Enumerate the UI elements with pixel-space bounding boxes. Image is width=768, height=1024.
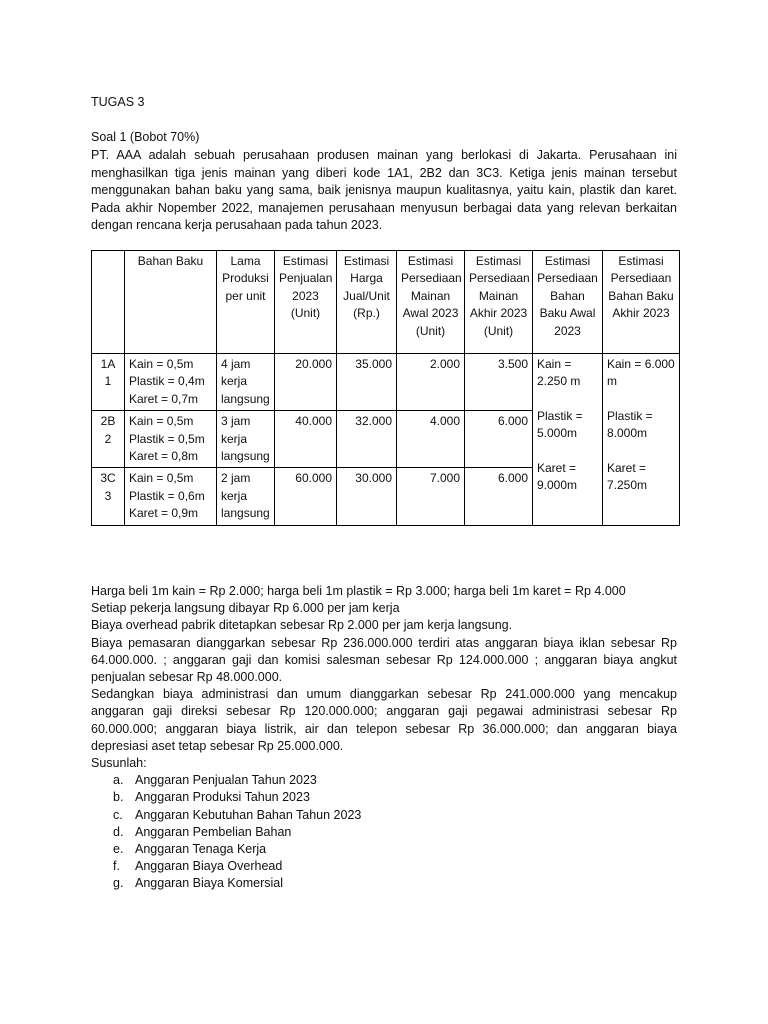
note-line: Sedangkan biaya administrasi dan umum dianggarkan sebesar Rp 241.000.000 yang mencakup anggaran gaji direksi sebesar Rp 120.000.000; anggaran gaji pegawai administrasi sebesar Rp 60.000.000; anggaran biaya listrik, air dan telepon sebesar Rp 36.000.000; dan anggaran biaya depresiasi aset tetap sebesar Rp 25.000.000. — [91, 687, 677, 753]
table-row — [92, 354, 680, 411]
material-cell — [125, 354, 217, 411]
material-line: Karet = 0,7m — [129, 391, 199, 406]
material-stock-line: Plastik = 5.000m — [537, 408, 583, 441]
task-text: Anggaran Kebutuhan Bahan Tahun 2023 — [135, 807, 362, 822]
notes-section — [91, 583, 677, 893]
material-line: Karet = 0,8m — [129, 449, 199, 464]
assignment-title: TUGAS 3 — [91, 95, 145, 109]
header-cell: Estimasi Persediaan Mainan Awal 2023 (Unit) — [397, 251, 465, 354]
task-text: Anggaran Penjualan Tahun 2023 — [135, 773, 317, 788]
material-stock-line: Karet = 9.000m — [537, 460, 578, 493]
table-header-row — [92, 251, 680, 354]
closing-stock: 6.000 — [465, 468, 533, 525]
intro-paragraph: PT. AAA adalah sebuah perusahaan produsen mainan yang berlokasi di Jakarta. Perusahaan ini menghasilkan tiga jenis mainan yang diberi kode 1A1, 2B2 dan 3C3. Ketiga jenis mainan tersebut menggunakan bahan baku yang sama, baik jenisnya maupun kualitasnya, yaitu kain, plastik dan karet. Pada akhir Nopember 2022, manajemen perusahaan menyusun berbagai data yang relevan berkaitan dengan rencana kerja perusahaan pada tahun 2023. — [91, 148, 677, 232]
list-item — [91, 789, 677, 806]
material-stock-line: Plastik = 8.000m — [607, 408, 653, 441]
task-text: Anggaran Produksi Tahun 2023 — [135, 790, 310, 805]
sales-estimate: 60.000 — [275, 468, 337, 525]
header-cell: Estimasi Persediaan Mainan Akhir 2023 (Unit) — [465, 251, 533, 354]
price-estimate: 32.000 — [337, 411, 397, 468]
list-marker: g. — [113, 876, 124, 891]
sales-estimate: 40.000 — [275, 411, 337, 468]
list-marker: f. — [113, 859, 120, 874]
header-cell: Lama Produksi per unit — [217, 251, 275, 354]
list-item — [91, 858, 677, 875]
product-code: 1A 1 — [92, 354, 125, 411]
note-line: Biaya overhead pabrik ditetapkan sebesar Rp 2.000 per jam kerja langsung. — [91, 618, 513, 633]
task-text: Anggaran Biaya Overhead — [135, 859, 283, 874]
opening-stock: 4.000 — [397, 411, 465, 468]
list-marker: c. — [113, 807, 123, 822]
note-line: Harga beli 1m kain = Rp 2.000; harga beli 1m plastik = Rp 3.000; harga beli 1m karet = Rp 4.000 — [91, 584, 626, 598]
header-cell — [92, 251, 125, 354]
list-marker: e. — [113, 842, 124, 857]
material-line: Kain = 0,5m — [129, 414, 194, 429]
material-line: Plastik = 0,4m — [129, 374, 205, 389]
raw-material-opening-stock — [533, 354, 603, 526]
list-item — [91, 841, 677, 858]
opening-stock: 2.000 — [397, 354, 465, 411]
header-cell: Estimasi Persediaan Bahan Baku Akhir 2023 — [603, 251, 680, 354]
list-item — [91, 772, 677, 789]
closing-stock: 3.500 — [465, 354, 533, 411]
note-line: Biaya pemasaran dianggarkan sebesar Rp 236.000.000 terdiri atas anggaran biaya iklan sebesar Rp 64.000.000. ; anggaran gaji dan komisi salesman sebesar Rp 124.000.000 ; anggaran biaya angkut penjualan sebesar Rp 48.000.000. — [91, 635, 677, 685]
task-text: Anggaran Biaya Komersial — [135, 876, 283, 891]
task-text: Anggaran Pembelian Bahan — [135, 824, 292, 839]
material-line: Karet = 0,9m — [129, 506, 199, 521]
header-cell: Bahan Baku — [125, 251, 217, 354]
header-cell: Estimasi Persediaan Bahan Baku Awal 2023 — [533, 251, 603, 354]
header-cell: Estimasi Harga Jual/Unit (Rp.) — [337, 251, 397, 354]
material-stock-line: Kain = 2.250 m — [537, 357, 581, 389]
raw-material-closing-stock — [603, 354, 680, 526]
price-estimate: 30.000 — [337, 468, 397, 525]
note-line: Setiap pekerja langsung dibayar Rp 6.000 per jam kerja — [91, 601, 400, 616]
question-heading: Soal 1 (Bobot 70%) — [91, 130, 200, 144]
list-item — [91, 807, 677, 824]
list-marker: a. — [113, 773, 124, 788]
production-time: 3 jam kerja langsung — [217, 411, 275, 468]
material-line: Plastik = 0,6m — [129, 488, 205, 503]
product-code: 3C 3 — [92, 468, 125, 525]
opening-stock: 7.000 — [397, 468, 465, 525]
material-line: Kain = 0,5m — [129, 357, 194, 371]
sales-estimate: 20.000 — [275, 354, 337, 411]
list-marker: b. — [113, 790, 124, 805]
task-list — [91, 772, 677, 892]
production-time: 4 jam kerja langsung — [217, 354, 275, 411]
product-code: 2B 2 — [92, 411, 125, 468]
material-cell — [125, 411, 217, 468]
note-line: Susunlah: — [91, 756, 147, 771]
material-stock-line: Kain = 6.000 m — [607, 357, 675, 389]
list-item — [91, 875, 677, 892]
closing-stock: 6.000 — [465, 411, 533, 468]
list-item — [91, 824, 677, 841]
data-table — [91, 250, 680, 526]
material-cell — [125, 468, 217, 525]
price-estimate: 35.000 — [337, 354, 397, 411]
task-text: Anggaran Tenaga Kerja — [135, 842, 267, 857]
header-cell: Estimasi Penjualan 2023 (Unit) — [275, 251, 337, 354]
material-line: Plastik = 0,5m — [129, 431, 205, 446]
list-marker: d. — [113, 824, 124, 839]
material-line: Kain = 0,5m — [129, 471, 194, 486]
material-stock-line: Karet = 7.250m — [607, 460, 648, 493]
production-time: 2 jam kerja langsung — [217, 468, 275, 525]
